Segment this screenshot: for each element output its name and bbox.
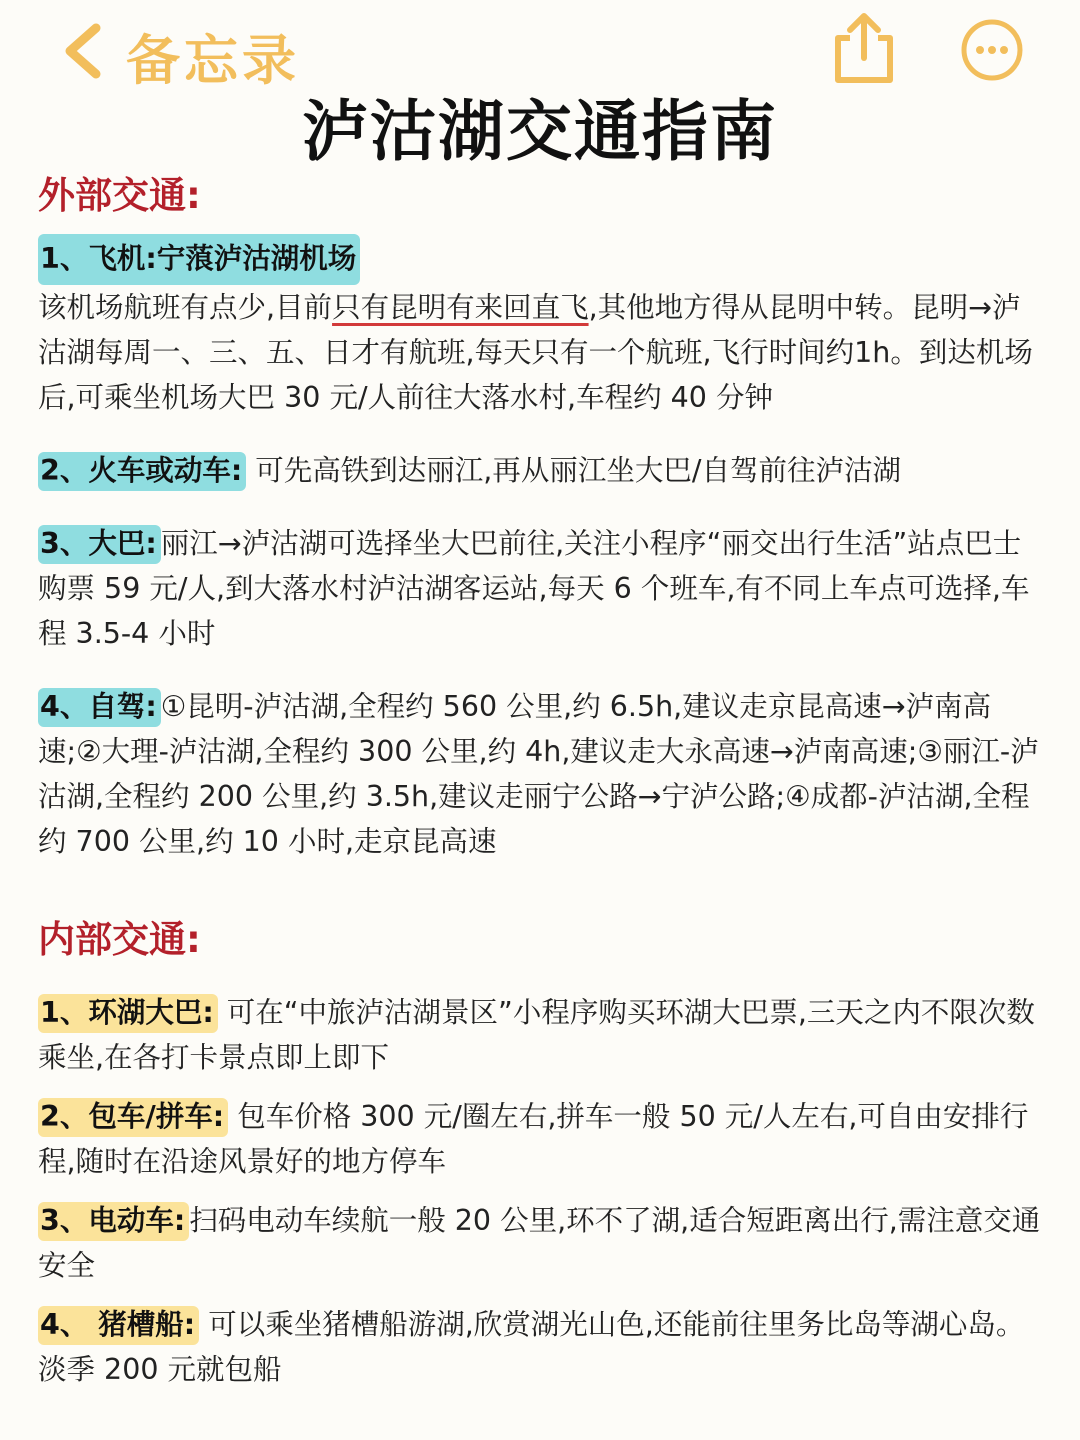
back-button-label[interactable]: 备忘录 [126, 29, 300, 92]
flight-tag: 1、飞机:宁蒗泸沽湖机场 [38, 234, 360, 285]
external-transport-heading: 外部交通: [38, 174, 201, 217]
flight-text-pre: 该机场航班有点少,目前 [38, 291, 333, 324]
e-bike-item [38, 1198, 1048, 1288]
more-horizontal-icon[interactable] [960, 18, 1024, 82]
flight-item [38, 234, 1048, 420]
share-icon[interactable] [826, 10, 902, 86]
train-text: 可先高铁到达丽江,再从丽江坐大巴/自驾前往泸沽湖 [255, 454, 901, 487]
self-drive-item [38, 684, 1048, 864]
pig-trough-boat-tag: 4、 猪槽船: [38, 1306, 199, 1345]
charter-tag: 2、包车/拼车: [38, 1098, 228, 1137]
flight-text-post: ,其他地方得从昆明中转。昆明→泸沽湖每周一、三、五、日才有航班,每天只有一个航班,飞行时间约1h。到达机场后,可乘坐机场大巴 30 元/人前往大落水村,车程约 40 分钟 [38, 291, 1033, 414]
lake-bus-tag: 1、环湖大巴: [38, 994, 218, 1033]
self-drive-tag: 4、自驾: [38, 688, 161, 727]
lake-bus-text: 可在“中旅泸沽湖景区”小程序购买环湖大巴票,三天之内不限次数乘坐,在各打卡景点即上即下 [38, 996, 1035, 1074]
chevron-left-icon[interactable] [60, 22, 106, 80]
train-tag: 2、火车或动车: [38, 452, 246, 491]
lake-bus-item [38, 990, 1048, 1080]
self-drive-text: ①昆明-泸沽湖,全程约 560 公里,约 6.5h,建议走京昆高速→泸南高速;②大理-泸沽湖,全程约 300 公里,约 4h,建议走大永高速→泸南高速;③丽江-泸沽湖,全程约 200 公里,约 3.5h,建议走丽宁公路→宁泸公路;④成都-泸沽湖,全程约 700 公里,约 10 小时,走京昆高速 [38, 690, 1039, 858]
bus-text: 丽江→泸沽湖可选择坐大巴前往,关注小程序“丽交出行生活”站点巴士购票 59 元/人,到大落水村泸沽湖客运站,每天 6 个班车,有不同上车点可选择,车程 3.5-4 小时 [38, 527, 1030, 650]
bus-item [38, 521, 1048, 656]
charter-item [38, 1094, 1048, 1184]
bus-tag: 3、大巴: [38, 525, 161, 564]
note-content [38, 168, 1048, 1392]
e-bike-tag: 3、电动车: [38, 1202, 189, 1241]
pig-trough-boat-item [38, 1302, 1048, 1392]
internal-transport-heading: 内部交通: [38, 918, 201, 961]
pig-trough-boat-text: 可以乘坐猪槽船游湖,欣赏湖光山色,还能前往里务比岛等湖心岛。淡季 200 元就包船 [38, 1308, 1025, 1386]
train-item [38, 448, 1048, 493]
charter-text: 包车价格 300 元/圈左右,拼车一般 50 元/人左右,可自由安排行程,随时在沿途风景好的地方停车 [38, 1100, 1029, 1178]
e-bike-text: 扫码电动车续航一般 20 公里,环不了湖,适合短距离出行,需注意交通安全 [38, 1204, 1041, 1282]
page-title: 泸沽湖交通指南 [302, 93, 778, 170]
flight-text-underlined: 只有昆明有来回直飞 [332, 291, 589, 324]
